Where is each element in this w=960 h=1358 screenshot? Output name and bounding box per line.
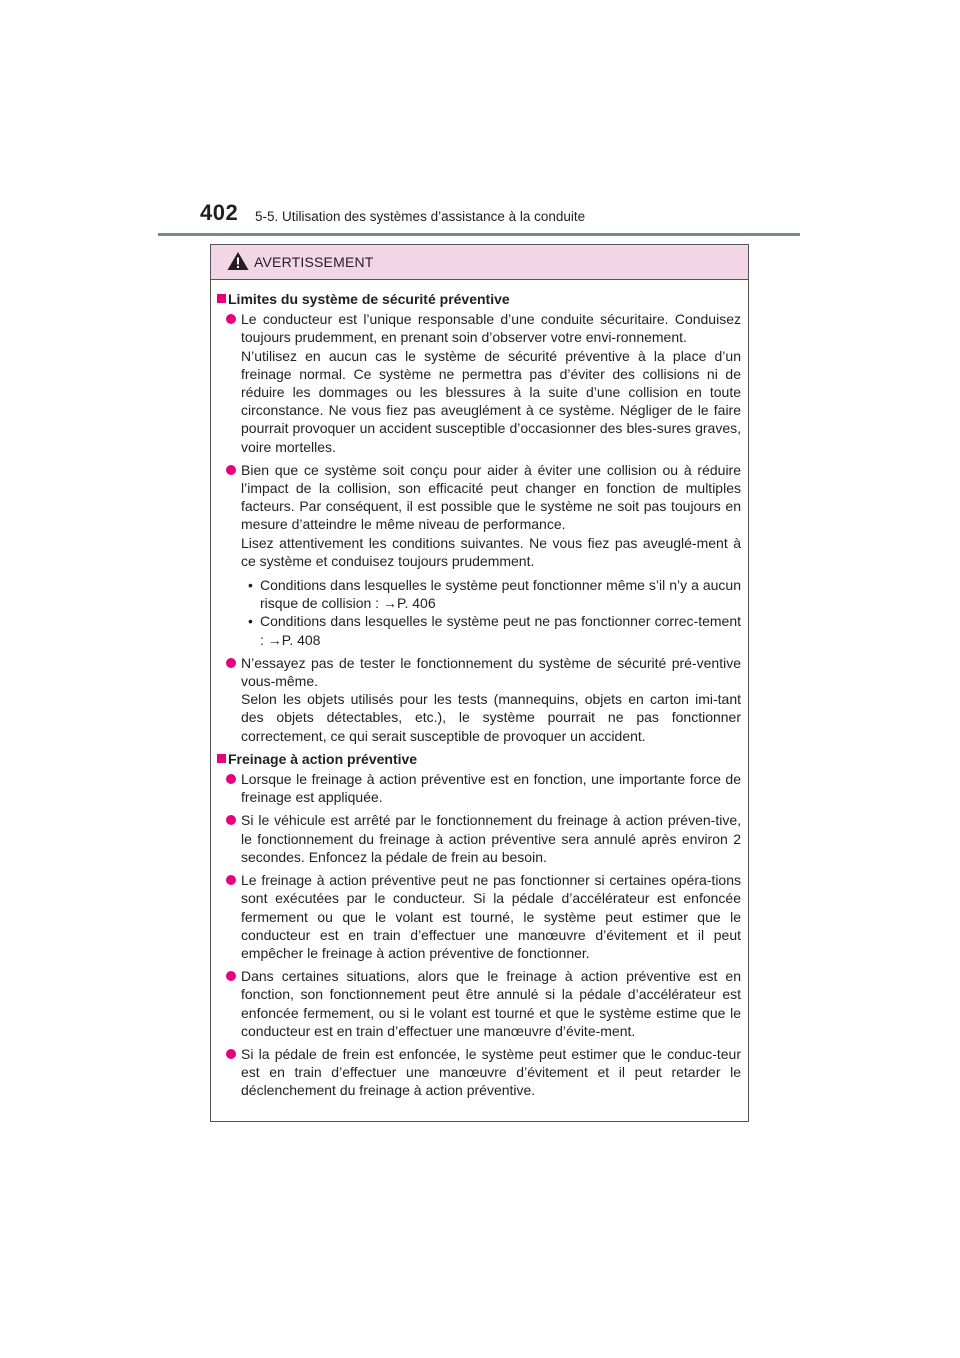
list-item <box>217 871 741 962</box>
item-paragraph: Dans certaines situations, alors que le freinage à action préventive est en fonction, son fonctionnement peut être annulé si la pédale d’accélérateur est enfoncée fermement, ou si le volant est tourné et que le système estime que le conducteur est en train d’effectuer une manœuvre d’évite-ment. <box>241 968 741 1039</box>
item-paragraph: N’utilisez en aucun cas le système de sécurité préventive à la place d’un freinage normal. Ce système ne permettra pas d’éviter des collisions ni de réduire les dommages ou les blessures à la suite d’une collision en toute circonstance. Ne vous fiez pas aveuglément à ce système. Négliger de le faire pourrait provoquer un accident susceptible d’occasionner des bles-sures graves, voire mortelles. <box>241 347 741 455</box>
round-bullet-icon <box>226 815 236 825</box>
item-paragraph: Lorsque le freinage à action préventive est en fonction, une importante force de freinage est appliquée. <box>241 771 741 806</box>
item-paragraph: Bien que ce système soit conçu pour aider à éviter une collision ou à réduire l’impact de la collision, son efficacité peut changer en fonction de multiples facteurs. Par conséquent, il est possible que le système ne soit pas toujours en mesure d’atteindre le même niveau de performance. <box>241 461 741 533</box>
list-item <box>217 461 741 649</box>
header-rule <box>158 233 800 236</box>
round-bullet-icon <box>226 774 236 784</box>
item-paragraph: Selon les objets utilisés pour les tests (mannequins, objets en carton imi-tant des objets détectables, etc.), le système pourrait ne pas fonctionner correctement, ce qui serait susceptible de provoquer un accident. <box>241 691 741 744</box>
round-bullet-icon <box>226 971 236 981</box>
round-bullet-icon <box>226 1049 236 1059</box>
item-paragraph: N’essayez pas de tester le fonctionnement du système de sécurité pré-ventive vous-même. <box>241 654 741 690</box>
list-item <box>217 1045 741 1100</box>
list-item <box>217 310 741 456</box>
dot-bullet-icon: • <box>248 613 253 630</box>
dot-bullet-icon: • <box>248 577 253 594</box>
warning-triangle-icon <box>227 251 249 271</box>
item-paragraph: Lisez attentivement les conditions suivantes. Ne vous fiez pas aveuglé-ment à ce système et conduisez toujours prudemment. <box>241 534 741 569</box>
warning-body <box>211 280 748 1100</box>
round-bullet-icon <box>226 658 236 668</box>
item-paragraph: Si la pédale de frein est enfoncée, le système peut estimer que le conduc-teur est en train d’effectuer une manœuvre d’évitement et il peut retarder le déclenchement du freinage à action préventive. <box>241 1045 741 1099</box>
list-item <box>217 967 741 1040</box>
round-bullet-icon <box>226 465 236 475</box>
sub-item-text: Conditions dans lesquelles le système peut ne pas fonctionner correc-tement : →P. 408 <box>260 613 741 648</box>
round-bullet-icon <box>226 314 236 324</box>
section-heading <box>217 290 741 308</box>
warning-section <box>217 750 741 1100</box>
item-paragraph: Le conducteur est l’unique responsable d’une conduite sécuritaire. Conduisez toujours prudemment, en prenant soin d’observer votre envi-ronnement. <box>241 311 741 346</box>
section-heading-text: Freinage à action préventive <box>228 750 418 767</box>
list-item <box>217 811 741 866</box>
square-bullet-icon <box>217 754 226 763</box>
warning-header <box>211 245 748 280</box>
list-item <box>217 654 741 745</box>
warning-section <box>217 290 741 745</box>
list-item <box>217 770 741 806</box>
item-paragraph: Si le véhicule est arrêté par le fonctionnement du freinage à action préven-tive, le fonctionnement du freinage à action préventive sera annulé après environ 2 secondes. Enfoncez la pédale de frein au besoin. <box>241 812 741 865</box>
warning-box <box>210 244 749 1122</box>
sub-item <box>241 612 741 648</box>
item-paragraph: Le freinage à action préventive peut ne pas fonctionner si certaines opéra-tions sont exécutées par le conducteur. Si la pédale d’accélérateur est enfoncée fermement ou que le volant est tourné, le système peut estimer que le conducteur est en train d’effectuer une manœuvre d’évitement et il peut empêcher le freinage à action préventive de fonctionner. <box>241 872 741 961</box>
warning-title: AVERTISSEMENT <box>254 254 374 270</box>
page-number: 402 <box>200 200 239 225</box>
round-bullet-icon <box>226 875 236 885</box>
section-heading <box>217 750 741 768</box>
section-title: 5-5. Utilisation des systèmes d’assistance à la conduite <box>255 209 586 224</box>
square-bullet-icon <box>217 294 226 303</box>
sub-list <box>241 576 741 649</box>
section-heading-text: Limites du système de sécurité préventive <box>228 291 510 307</box>
sub-item <box>241 576 741 612</box>
sub-item-text: Conditions dans lesquelles le système peut fonctionner même s’il n’y a aucun risque de collision : →P. 406 <box>260 577 741 612</box>
